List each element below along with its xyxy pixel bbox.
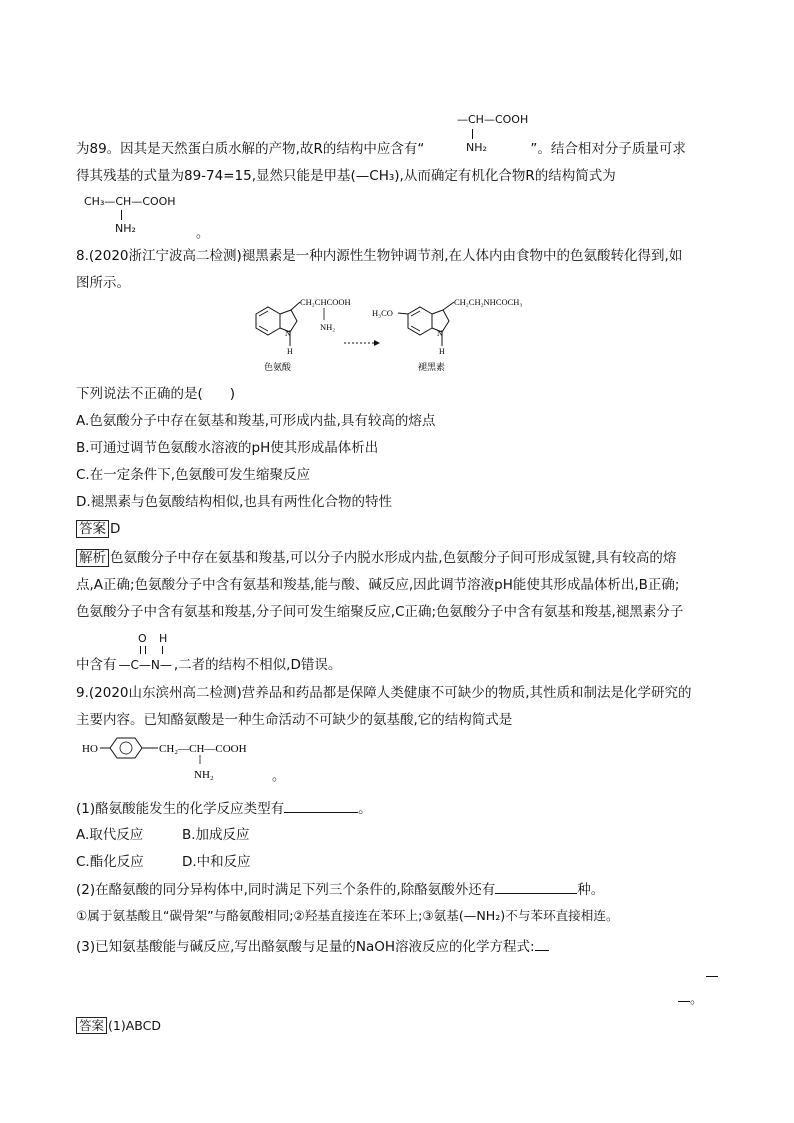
q8-option-b: B.可通过调节色氨酸水溶液的pH使其形成晶体析出 (76, 440, 379, 456)
q8-analysis-line-1 (76, 549, 676, 567)
tyrosine-ho: HO (82, 743, 98, 755)
answer-blank-line-1[interactable] (706, 976, 718, 977)
tyrosine-nh2: NH₂ (194, 769, 214, 781)
tyrosine-chain: CH₂—CH—COOH (159, 743, 247, 755)
q8-option-c: C.在一定条件下,色氨酸可发生缩聚反应 (76, 467, 311, 483)
amide-double-bond (140, 646, 146, 654)
amide-h: H (159, 632, 168, 645)
paragraph-1-pre: 为89。因其是天然蛋白质水解的产物,故R的结构中应含有“ (76, 141, 425, 157)
q8-analysis-line-2: 点,A正确;色氨酸分子中含有氨基和羧基,能与酸、碱反应,因此调节溶液pH能使其形成晶体析出,B正确; (76, 577, 680, 593)
q8-option-a: A.色氨酸分子中存在氨基和羧基,可形成内盐,具有较高的熔点 (76, 413, 436, 429)
paragraph-2: 得其残基的式量为89-74=15,显然只能是甲基(—CH₃),从而确定有机化合物R的结构简式为 (76, 168, 616, 184)
amide-o: O (138, 632, 147, 645)
q8-structure-figure (238, 292, 578, 374)
r-formula-end: 。 (196, 226, 210, 241)
tryptophan-name: 色氨酸 (264, 362, 292, 372)
tryptophan-n: N (285, 329, 291, 338)
q8-analysis-text-1: 色氨酸分子中存在氨基和羧基,可以分子内脱水形成内盐,色氨酸分子间可形成氢键,具有较高的熔 (110, 550, 677, 566)
tryptophan-nh2: NH₂ (320, 322, 336, 332)
q9-sub-1 (76, 799, 372, 818)
q8-analysis-line-3: 色氨酸分子中含有氨基和羧基,分子间可发生缩聚反应,C正确;色氨酸分子中含有氨基和羧基,褪黑素分子 (76, 604, 684, 620)
melatonin-chain: CH₂CH₂NHCOCH₃ (454, 297, 523, 307)
q9-sub-2 (76, 880, 604, 899)
q9-sub-2-end: 种。 (577, 882, 605, 898)
r-formula-bond (121, 210, 122, 220)
q8-stem: 下列说法不正确的是( ) (76, 386, 236, 402)
q9-line-1: 9.(2020山东滨州高二检测)营养品和药品都是保障人类健康不可缺少的物质,其性质和制法是化学研究的 (76, 685, 692, 701)
q8-line-1: 8.(2020浙江宁波高二检测)褪黑素是一种内源性生物钟调节剂,在人体内由食物中的色氨酸转化得到,如 (76, 248, 683, 264)
q9-sub-1-blank[interactable] (284, 799, 358, 813)
q9-sub-2-blank[interactable] (495, 880, 577, 894)
q9-opt-c: C.酯化反应 (76, 854, 144, 870)
melatonin-n: N (437, 329, 443, 338)
melatonin-h: H (439, 347, 445, 356)
top-formula-bond (472, 129, 473, 139)
paragraph-1-post: ”。结合相对分子质量可求 (530, 141, 686, 157)
q8-line-2: 图所示。 (76, 275, 130, 291)
tyrosine-benzene-ring (110, 738, 142, 758)
melatonin-name: 褪黑素 (418, 362, 446, 372)
q9-opt-d: D.中和反应 (182, 854, 251, 870)
q8-analysis-line-4 (76, 656, 341, 674)
q9-sub-3-blank[interactable] (535, 937, 549, 951)
q9-opt-b: B.加成反应 (182, 827, 250, 843)
r-formula-main: CH₃—CH—COOH (84, 195, 176, 208)
amide-main: —C—N— (118, 658, 172, 672)
q9-opt-a: A.取代反应 (76, 827, 144, 843)
amide-nh-bond (162, 646, 163, 654)
q9-sub-1-end: 。 (358, 801, 372, 817)
q9-opts-row-1 (76, 826, 250, 844)
q9-sub-3 (76, 937, 549, 956)
paragraph-1 (76, 140, 686, 158)
q8-answer (76, 520, 120, 538)
top-formula-nh2: NH₂ (466, 141, 487, 154)
top-formula-main: —CH—COOH (457, 113, 529, 126)
q8-option-d: D.褪黑素与色氨酸结构相似,也具有两性化合物的特性 (76, 494, 392, 510)
melatonin-meo: H₃CO (372, 308, 393, 318)
q9-blank-end: 。 (690, 992, 704, 1007)
tyrosine-structure (82, 734, 282, 784)
q9-answer (76, 1017, 161, 1035)
q9-sub-1-text: (1)酪氨酸能发生的化学反应类型有 (76, 801, 285, 817)
q9-line-2: 主要内容。已知酪氨酸是一种生命活动不可缺少的氨基酸,它的结构简式是 (76, 712, 513, 728)
tyrosine-end: 。 (272, 769, 286, 784)
q8-analysis-end-pre: 中含有 (76, 657, 117, 673)
q9-sub-2-text: (2)在酪氨酸的同分异构体中,同时满足下列三个条件的,除酪氨酸外还有 (76, 882, 496, 898)
analysis-label: 解析 (76, 549, 109, 567)
tryptophan-chain: CH₂CHCOOH (300, 297, 351, 307)
tryptophan-h: H (287, 347, 293, 356)
q9-answer-value: (1)ABCD (108, 1018, 161, 1033)
q9-sub-3-text: (3)已知氨基酸能与碱反应,写出酪氨酸与足量的NaOH溶液反应的化学方程式: (76, 939, 535, 955)
answer-label: 答案 (76, 520, 109, 538)
answer-blank-line-2[interactable] (678, 1001, 690, 1002)
q9-opts-row-2 (76, 853, 251, 871)
q9-conditions: ①属于氨基酸且“碳骨架”与酪氨酸相同;②羟基直接连在苯环上;③氨基(—NH₂)不与苯环直接相连。 (76, 908, 619, 923)
q8-analysis-end-post: ,二者的结构不相似,D错误。 (173, 657, 342, 673)
q9-answer-label: 答案 (76, 1017, 107, 1034)
q8-answer-value: D (110, 521, 121, 537)
r-formula-nh2: NH₂ (115, 222, 136, 235)
